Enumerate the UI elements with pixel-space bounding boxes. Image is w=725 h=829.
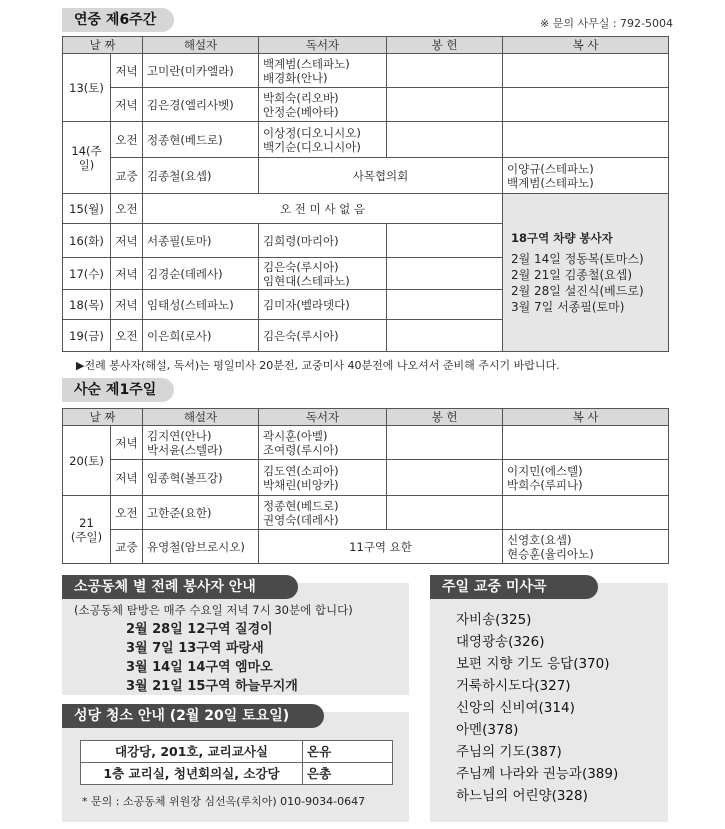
week2-title: 사순 제1주일 [62, 378, 174, 402]
offering-cell [387, 54, 503, 88]
hymns-title: 주일 교중 미사곡 [430, 575, 598, 599]
table-row [63, 426, 669, 460]
date-cell: 21 (주일) [63, 496, 111, 564]
week1-title: 연중 제6주간 [62, 8, 174, 32]
time-cell: 저녁 [111, 258, 143, 290]
list-item: 대영광송(326) [456, 634, 545, 650]
table-row [63, 158, 669, 194]
commentator-cell: 정종현(베드로) [143, 122, 259, 158]
reader-cell: 김도연(소피아) 박채린(비앙카) [259, 460, 387, 496]
commentator-cell: 유영철(암브로시오) [143, 530, 259, 564]
visit-line: 3월 21일 15구역 하늘무지개 [126, 679, 298, 694]
col-date: 날 짜 [63, 37, 143, 54]
time-cell: 교중 [111, 158, 143, 194]
time-cell: 저녁 [111, 88, 143, 122]
reader-cell: 김은숙(루시아) [259, 320, 387, 352]
table-row [63, 194, 669, 224]
commentator-cell: 이은희(로사) [143, 320, 259, 352]
table-row [63, 496, 669, 530]
vehicle-line: 3월 7일 서종필(토마) [511, 299, 625, 314]
time-cell: 저녁 [111, 224, 143, 258]
time-cell: 교중 [111, 530, 143, 564]
time-cell: 오전 [111, 496, 143, 530]
list-item: 신앙의 신비여(314) [456, 700, 575, 716]
vehicle-line: 2월 21일 김종철(요셉) [511, 267, 633, 282]
visit-title: 소공동체 별 전례 봉사자 안내 [62, 575, 298, 599]
vehicle-line: 2월 28일 설진식(베드로) [511, 283, 644, 298]
week1-schedule-table [62, 36, 669, 352]
altar-cell: 신영호(요셉) 현승훈(율리아노) [503, 530, 669, 564]
visit-line: 3월 7일 13구역 파랑새 [126, 641, 264, 656]
table-header [63, 409, 669, 426]
time-cell: 오전 [111, 194, 143, 224]
reader-cell: 박희숙(리오바) 안정순(베아타) [259, 88, 387, 122]
date-cell: 16(화) [63, 224, 111, 258]
date-cell: 14(주일) [63, 122, 111, 194]
table-row [63, 122, 669, 158]
col-altar: 복 사 [503, 409, 669, 426]
reader-cell: 곽시훈(아벨) 조여령(루시아) [259, 426, 387, 460]
reader-cell: 김미자(벨라뎃다) [259, 290, 387, 320]
visit-line: 2월 28일 12구역 질경이 [126, 622, 273, 637]
offering-cell [387, 290, 503, 320]
altar-cell: 이지민(에스텔) 박희수(루피나) [503, 460, 669, 496]
date-cell: 20(토) [63, 426, 111, 496]
list-item: 주님의 기도(387) [456, 744, 562, 760]
group-cell: 온유 [303, 741, 393, 763]
merged-cell: 사목협의회 [259, 158, 503, 194]
commentator-cell: 임태성(스테파노) [143, 290, 259, 320]
volunteer-note: ▶전례 봉사자(해설, 독서)는 평일미사 20분전, 교중미사 40분전에 나오셔서 준비해 주시기 바랍니다. [76, 359, 560, 372]
merged-cell: 11구역 요한 [259, 530, 503, 564]
cleaning-table [80, 740, 393, 785]
time-cell: 저녁 [111, 54, 143, 88]
col-commentator: 해설자 [143, 409, 259, 426]
commentator-cell: 고미란(미카엘라) [143, 54, 259, 88]
list-item: 주님께 나라와 권능과(389) [456, 766, 619, 782]
vehicle-line: 2월 14일 정동복(토마스) [511, 251, 644, 266]
week2-schedule-table [62, 408, 669, 564]
offering-cell [387, 258, 503, 290]
offering-cell [387, 460, 503, 496]
col-reader: 독서자 [259, 409, 387, 426]
commentator-cell: 김지연(안나) 박서윤(스텔라) [143, 426, 259, 460]
offering-cell [387, 224, 503, 258]
altar-cell [503, 88, 669, 122]
reader-cell: 김희령(마리아) [259, 224, 387, 258]
altar-cell [503, 54, 669, 88]
vehicle-title: 18구역 차량 봉사자 [511, 230, 613, 245]
place-cell: 1층 교리실, 청년회의실, 소강당 [81, 763, 303, 785]
reader-cell: 백계범(스테파노) 배경화(안나) [259, 54, 387, 88]
time-cell: 오전 [111, 122, 143, 158]
table-header [63, 37, 669, 54]
date-cell: 17(수) [63, 258, 111, 290]
reader-cell: 정종현(베드로) 권영숙(데레사) [259, 496, 387, 530]
reader-cell: 김은숙(루시아) 임현대(스테파노) [259, 258, 387, 290]
col-offering: 봉 헌 [387, 409, 503, 426]
commentator-cell: 김종철(요셉) [143, 158, 259, 194]
reader-cell: 이상정(디오니시오) 백기순(디오니시아) [259, 122, 387, 158]
offering-cell [387, 122, 503, 158]
visit-line: 3월 14일 14구역 엠마오 [126, 660, 273, 675]
list-item: 거룩하시도다(327) [456, 678, 571, 694]
vehicle-volunteer-cell [503, 194, 669, 352]
commentator-cell: 서종필(토마) [143, 224, 259, 258]
altar-cell [503, 122, 669, 158]
list-item: 하느님의 어린양(328) [456, 788, 588, 804]
offering-cell [387, 426, 503, 460]
table-row [63, 460, 669, 496]
col-commentator: 해설자 [143, 37, 259, 54]
commentator-cell: 김경순(데레사) [143, 258, 259, 290]
time-cell: 저녁 [111, 290, 143, 320]
commentator-cell: 김은경(엘리사벳) [143, 88, 259, 122]
visit-subtitle: (소공동체 탐방은 매주 수요일 저녁 7시 30분에 합니다) [74, 603, 353, 617]
table-row [63, 88, 669, 122]
date-cell: 13(토) [63, 54, 111, 122]
altar-cell: 이양규(스테파노) 백계범(스테파노) [503, 158, 669, 194]
cleaning-title: 성당 청소 안내 (2월 20일 토요일) [62, 704, 324, 728]
offering-cell [387, 496, 503, 530]
table-row [81, 741, 393, 763]
offering-cell [387, 88, 503, 122]
altar-cell [503, 426, 669, 460]
table-row [63, 54, 669, 88]
list-item: 아멘(378) [456, 722, 519, 738]
time-cell: 오전 [111, 320, 143, 352]
time-cell: 저녁 [111, 460, 143, 496]
col-offering: 봉 헌 [387, 37, 503, 54]
visit-list [126, 620, 298, 696]
cleaning-note: * 문의 : 소공동체 위원장 심선옥(루치아) 010-9034-0647 [82, 795, 366, 808]
commentator-cell: 고한준(요한) [143, 496, 259, 530]
group-cell: 은총 [303, 763, 393, 785]
col-reader: 독서자 [259, 37, 387, 54]
no-mass-cell: 오 전 미 사 없 음 [143, 194, 503, 224]
date-cell: 15(월) [63, 194, 111, 224]
altar-cell [503, 496, 669, 530]
date-cell: 19(금) [63, 320, 111, 352]
table-row [63, 530, 669, 564]
offering-cell [387, 320, 503, 352]
hymns-list [456, 609, 618, 807]
date-cell: 18(목) [63, 290, 111, 320]
list-item: 보편 지향 기도 응답(370) [456, 656, 610, 672]
time-cell: 저녁 [111, 426, 143, 460]
col-date: 날 짜 [63, 409, 143, 426]
commentator-cell: 임종혁(볼프강) [143, 460, 259, 496]
col-altar: 복 사 [503, 37, 669, 54]
office-contact: ※ 문의 사무실 : 792-5004 [540, 17, 673, 30]
table-row [81, 763, 393, 785]
place-cell: 대강당, 201호, 교리교사실 [81, 741, 303, 763]
list-item: 자비송(325) [456, 612, 532, 628]
